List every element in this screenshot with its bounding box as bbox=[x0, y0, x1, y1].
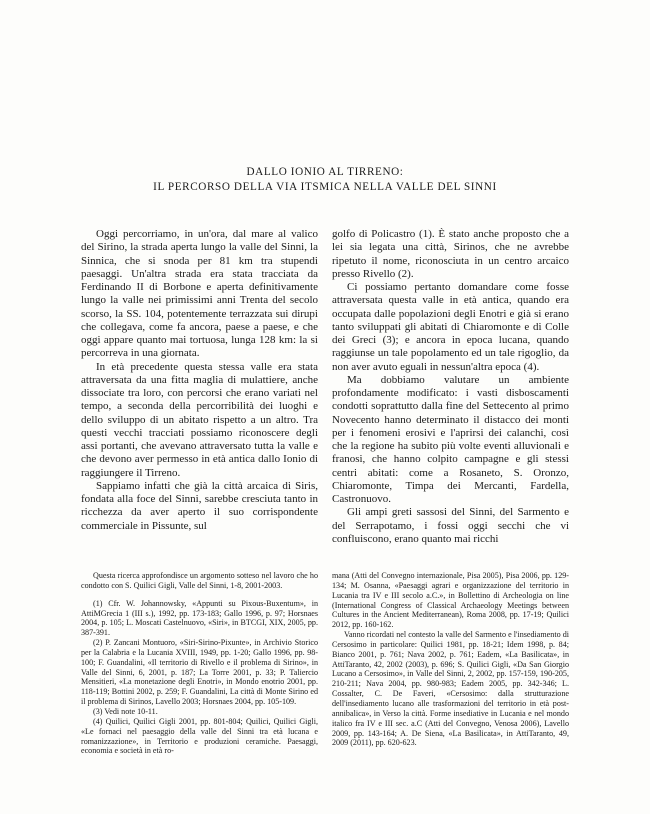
footnote-intro: Questa ricerca approfondisce un argomento sotteso nel lavoro che ho condotto con S. Quilici Gigli, Valle del Sinni, 1-8, 2001-2003. bbox=[81, 571, 318, 590]
footnote: (2) P. Zancani Montuoro, «Siri-Sirino-Pixunte», in Archivio Storico per la Calabria e la Lucania XVIII, 1949, pp. 1-20; Gallo 1996, pp. 98-100; F. Guandalini, «Il territorio di Rivello e il problema di Sirino», in Valle del Sinni, 6, 2001, p. 187; La Torre 2001, p. 33; P. Taliercio Mensitieri, «La monetazione degli Enotri», in Mondo enotrio 2001, pp. 118-119; Bottini 2002, p. 259; F. Guandalini, La città di Monte Sirino ed il problema di Sirinos, Lavello 2003; Horsnaes 2004, pp. 105-109. bbox=[81, 638, 318, 707]
body-column-right bbox=[332, 228, 569, 546]
paragraph: Oggi percorriamo, in un'ora, dal mare al valico del Sirino, la strada aperta lungo la valle del Sinni, la Sinnica, che si snoda per 81 km tra stupendi paesaggi. Un'altra strada era stata tracciata da Ferdinando II di Borbone e aperta definitivamente lungo la valle nei primissimi anni Trenta del secolo scorso, la SS. 104, potentemente terrazzata sui dirupi che collegava, come fa ancora, paese a paese, e che oggi appare quanto mai tortuosa, lunga 128 km: la si percorreva in una giornata. bbox=[81, 228, 318, 360]
footnote: (3) Vedi note 10-11. bbox=[93, 706, 158, 716]
footnotes-right bbox=[332, 571, 569, 748]
paragraph: Gli ampi greti sassosi del Sinni, del Sarmento e del Serrapotamo, i fossi oggi secchi che vi confluiscono, erano quanto mai ricchi bbox=[332, 506, 569, 545]
footnote: (4) Quilici, Quilici Gigli 2001, pp. 801-804; Quilici, Quilici Gigli, «Le fornaci nel paesaggio della valle del Sinni tra età lucana e romanizzazione», in Territorio e produzioni ceramiche. Paesaggi, economia e società in età ro- bbox=[81, 716, 318, 756]
paragraph: In età precedente questa stessa valle era stata attraversata da una fitta maglia di mulattiere, anche dissociate tra loro, con percorsi che erano variati nel tempo, a seconda della percorribilità dei luoghi e dello sviluppo di un abitato rispetto a un altro. Tra questi vecchi tracciati possiamo riconoscere degli assi portanti, che avevano attraversato tutta la valle e che devono aver permesso in età antica dallo Ionio di raggiungere il Tirreno. bbox=[81, 360, 318, 479]
body-column-left bbox=[81, 228, 318, 533]
footnote: Vanno ricordati nel contesto la valle del Sarmento e l'insediamento di Cersosimo in particolare: Quilici 1981, pp. 18-21; Idem 1998, p. 84; Bianco 2001, p. 761; Nava 2002, p. 761; Eadem, «La Basilicata», in AttiTaranto, 42, 2002 (2003), p. 696; S. Quilici Gigli, «Da San Giorgio Lucano a Cersosimo», in Valle del Sinni, 2, 2002, pp. 157-159, 190-205, 210-211; Nava 2004, pp. 980-983; Eadem 2005, pp. 342-346; L. Cossalter, C. De Faveri, «Cersosimo: dalla strutturazione dell'insediamento lucano alle trasformazioni del territorio in età post-annibalica», in Verso la città. Forme insediative in Lucania e nel mondo italico fra IV e III sec. a.C (Atti del Convegno, Venosa 2006), Lavello 2009, pp. 143-164; A. De Siena, «La Basilicata», in AttiTaranto, 49, 2009 (2011), pp. 620-623. bbox=[332, 630, 569, 748]
footnotes-left bbox=[81, 571, 318, 756]
paragraph: Sappiamo infatti che già la città arcaica di Siris, fondata alla foce del Sinni, sarebbe cresciuta tanto in ricchezza da aver aperto il suo corrispondente commerciale in Pissunte, sul bbox=[81, 479, 318, 532]
page-title-line1: DALLO IONIO AL TIRRENO: bbox=[246, 166, 404, 178]
paragraph: Ci possiamo pertanto domandare come fosse attraversata questa valle in età antica, quando era occupata dalle popolazioni degli Enotri e già si erano tanto sviluppati gli abitati di Chiaromonte e di Colle dei Greci (3); e ancora in epoca lucana, quando raggiunse un tale popolamento ed un tale rigoglio, da non aver avuto eguali in nessun'altra epoca (4). bbox=[332, 281, 569, 373]
footnote-continued: mana (Atti del Convegno internazionale, Pisa 2005), Pisa 2006, pp. 129-134; M. Osanna, «Paesaggi agrari e organizzazione del territorio in Lucania tra IV e III secolo a.C.», in Bollettino di Archeologia on line (International Congress of Classical Archaeology Meetings between Cultures in the Ancient Mediterranean), Roma 2008, pp. 17-19; Quilici 2012, pp. 160-162. bbox=[332, 571, 569, 630]
paragraph: golfo di Policastro (1). È stato anche proposto che a lei sia legata una città, Sirinos, che ne avrebbe ripetuto il nome, riconosciuta in un centro arcaico presso Rivello (2). bbox=[332, 228, 569, 280]
paragraph: Ma dobbiamo valutare un ambiente profondamente modificato: i vasti disboscamenti condotti soprattutto dalla fine del Settecento al primo Novecento hanno determinato il distacco dei monti per i fenomeni erosivi e l'aprirsi dei calanchi, così che la regione ha subito più volte eventi alluvionali e franosi, che hanno colpito campagne e gli stessi centri abitati: come a Rosaneto, S. Oronzo, Chiaromonte, Timpa dei Mercanti, Fardella, Castronuovo. bbox=[332, 373, 569, 505]
page-title-line2: IL PERCORSO DELLA VIA ITSMICA NELLA VALLE DEL SINNI bbox=[153, 181, 497, 193]
footnote: (1) Cfr. W. Johannowsky, «Appunti su Pixous-Buxentum», in AttiMGrecia 1 (III s.), 1992, pp. 173-183; Gallo 1996, p. 97; Horsnaes 2004, p. 105; L. Moscati Castelnuovo, «Siri», in BTCGI, XIX, 2005, pp. 387-391. bbox=[81, 598, 318, 638]
